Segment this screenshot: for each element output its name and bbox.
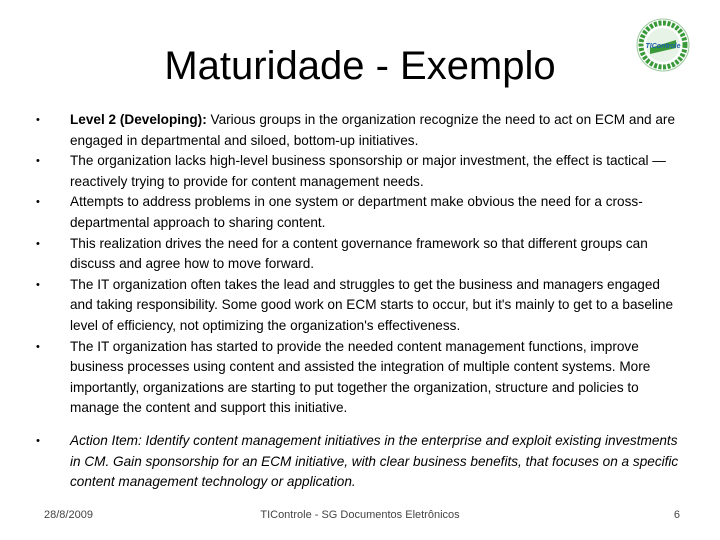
footer-title: TIControle - SG Documentos Eletrônicos (260, 509, 460, 521)
bullet-item (36, 234, 681, 275)
bullet-item (36, 151, 681, 192)
bullet-marker: • (36, 196, 40, 209)
bullet-marker: • (36, 237, 40, 250)
action-item-text: Action Item: Identify content management initiatives in the enterprise and exploit existing investments in CM. Gain sponsorship for an ECM initiative, with clear business benefits, that focuses on a specific content management technology or application. (70, 432, 679, 490)
bullet-text: The IT organization has started to provide the needed content management functions, improve business processes using content and assisted the integration of multiple content systems. More importantly, organizations are starting to put together the organization, structure and policies to manage the content and support this initiative. (70, 338, 651, 416)
bullet-text: Various groups in the organization recognize the need to act on ECM and are engaged in departmental and siloed, bottom-up initiatives. (70, 112, 676, 148)
bullet-text: This realization drives the need for a content governance framework so that different groups can discuss and agree how to move forward. (70, 235, 648, 272)
slide-title: Maturidade - Exemplo (164, 44, 556, 88)
bullet-text: The organization lacks high-level business sponsorship or major investment, the effect is tactical — reactively trying to provide for content management needs. (70, 153, 666, 189)
bullet-marker: • (36, 278, 40, 291)
bullet-item (36, 275, 681, 337)
bullet-text: The IT organization often takes the lead and struggles to get the business and managers engaged and taking responsibility. Some good work on ECM starts to occur, but it's mainly to get to a baseline level of efficiency, not optimizing the organization's effectiveness. (70, 276, 674, 333)
bullet-marker: • (36, 340, 40, 353)
bullet-item (36, 337, 681, 419)
ticontrole-logo (636, 18, 690, 72)
bullet-list (36, 110, 681, 493)
footer-date: 28/8/2009 (44, 509, 93, 521)
bullet-marker: • (36, 434, 40, 447)
bullet-marker: • (36, 155, 40, 168)
bullet-marker: • (36, 114, 40, 126)
bullet-bold-lead: Level 2 (Developing): (70, 112, 207, 127)
logo-text: TIControle (645, 43, 681, 50)
bullet-text: Attempts to address problems in one system or department make obvious the need for a cross-departmental approach to sharing content. (70, 194, 643, 230)
action-item (36, 431, 681, 493)
bullet-item (36, 110, 681, 151)
bullet-item (36, 192, 681, 233)
page-number: 6 (673, 509, 680, 521)
